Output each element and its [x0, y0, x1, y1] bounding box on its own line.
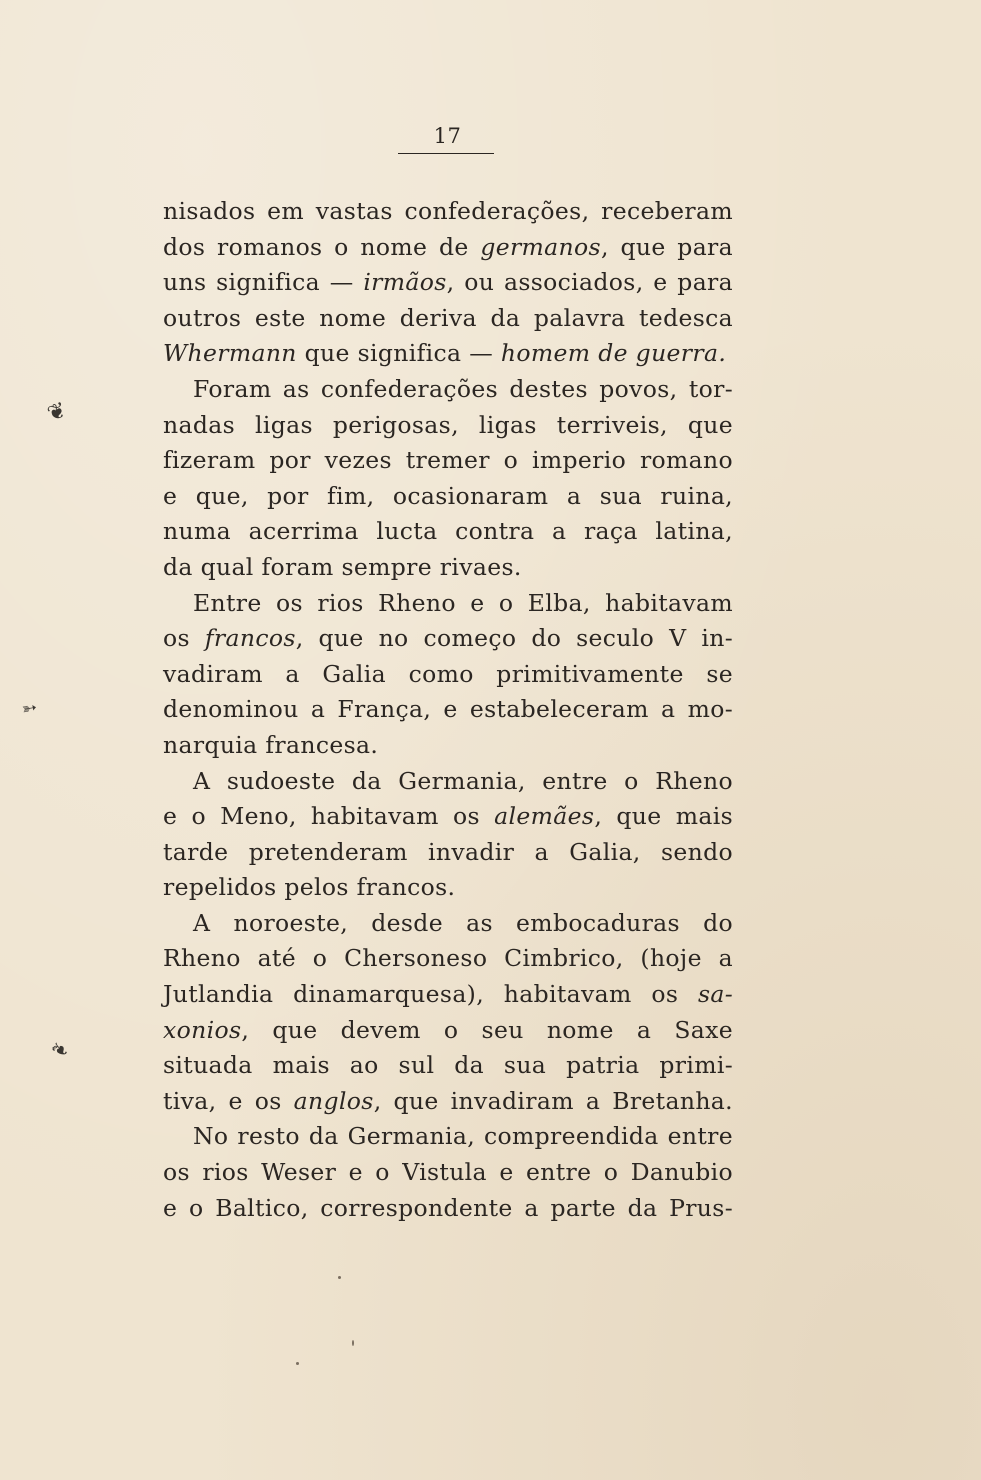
text-line — [163, 977, 733, 1013]
text-segment: dos romanos o nome de — [163, 232, 481, 261]
text-line — [163, 764, 733, 800]
text-line — [163, 906, 733, 942]
text-line — [163, 408, 733, 444]
text-segment: Entre os rios Rheno e o Elba, habitavam — [193, 588, 733, 617]
text-line — [163, 621, 733, 657]
text-line — [163, 443, 733, 479]
margin-ornament-icon: ❦ — [44, 397, 70, 428]
text-line — [163, 1119, 733, 1155]
text-line — [163, 1084, 733, 1120]
italic-term: anglos — [293, 1086, 374, 1115]
paper-speck — [296, 1362, 299, 1365]
text-segment: tiva, e os — [163, 1086, 294, 1115]
text-segment: A sudoeste da Germania, entre o Rheno — [193, 766, 733, 795]
paper-speck — [352, 1340, 354, 1346]
text-line — [163, 194, 733, 230]
text-line — [163, 799, 733, 835]
text-line — [163, 1013, 733, 1049]
italic-term: sa- — [697, 980, 733, 1009]
text-line — [163, 265, 733, 301]
text-segment: , que para — [600, 232, 733, 261]
italic-term: germanos — [480, 232, 601, 261]
text-segment: , que no começo do seculo V in- — [295, 624, 733, 653]
italic-term: Whermann — [163, 339, 297, 368]
text-line — [163, 479, 733, 515]
text-segment: e que, por fim, ocasionaram a sua ruina, — [163, 481, 733, 510]
text-segment: Rheno até o Chersoneso Cimbrico, (hoje a — [163, 944, 733, 973]
text-segment: situada mais ao sul da sua patria primi- — [163, 1051, 733, 1080]
italic-term: francos — [204, 624, 296, 653]
page-number-rule — [398, 153, 494, 154]
text-line — [163, 301, 733, 337]
text-segment: repelidos pelos francos. — [163, 873, 456, 902]
text-line — [163, 1191, 733, 1227]
page-number: 17 — [433, 124, 462, 148]
text-line — [163, 230, 733, 266]
text-segment: denominou a França, e estabeleceram a mo- — [163, 695, 733, 724]
text-segment: vadiram a Galia como primitivamente se — [163, 659, 733, 688]
text-line — [163, 1155, 733, 1191]
text-segment: A noroeste, desde as embocaduras do — [193, 908, 733, 937]
italic-term: homem de guerra. — [500, 339, 727, 368]
text-line — [163, 514, 733, 550]
text-segment: , ou associados, e para — [446, 268, 733, 297]
text-segment: narquia francesa. — [163, 730, 379, 759]
text-line — [163, 835, 733, 871]
text-line — [163, 728, 733, 764]
text-segment: nadas ligas perigosas, ligas terriveis, que — [163, 410, 733, 439]
text-line — [163, 586, 733, 622]
text-segment: os — [163, 624, 205, 653]
margin-ornament-icon: ➳ — [20, 696, 39, 721]
text-segment: os rios Weser e o Vistula e entre o Danubio — [163, 1158, 733, 1187]
text-segment: No resto da Germania, compreendida entre — [193, 1122, 733, 1151]
text-segment: , que devem o seu nome a Saxe — [241, 1015, 733, 1044]
text-segment: fizeram por vezes tremer o imperio romano — [163, 446, 733, 475]
text-segment: e o Meno, habitavam os — [163, 802, 495, 831]
text-segment: uns significa — — [163, 268, 364, 297]
italic-term: irmãos — [363, 268, 447, 297]
text-line — [163, 692, 733, 728]
text-segment: e o Baltico, correspondente a parte da Prus- — [163, 1193, 733, 1222]
text-line — [163, 657, 733, 693]
text-line — [163, 550, 733, 586]
text-line — [163, 336, 733, 372]
text-line — [163, 941, 733, 977]
italic-term: xonios — [163, 1015, 242, 1044]
body-text — [163, 194, 733, 1226]
text-segment: , que invadiram a Bretanha. — [373, 1086, 733, 1115]
italic-term: alemães — [494, 802, 595, 831]
text-line — [163, 1048, 733, 1084]
margin-ornament-icon: ❧ — [45, 1035, 74, 1066]
text-segment: tarde pretenderam invadir a Galia, sendo — [163, 837, 733, 866]
text-segment: da qual foram sempre rivaes. — [163, 552, 522, 581]
text-segment: Jutlandia dinamarquesa), habitavam os — [163, 980, 698, 1009]
text-segment: , que mais — [594, 802, 733, 831]
text-segment: nisados em vastas confederações, receberam — [163, 197, 733, 225]
text-segment: que significa — — [296, 339, 501, 368]
text-line — [163, 372, 733, 408]
text-segment: numa acerrima lucta contra a raça latina, — [163, 517, 733, 546]
text-segment: outros este nome deriva da palavra tedesca — [163, 303, 733, 332]
text-line — [163, 870, 733, 906]
paper-speck — [338, 1276, 341, 1279]
text-segment: Foram as confederações destes povos, tor- — [193, 374, 733, 403]
